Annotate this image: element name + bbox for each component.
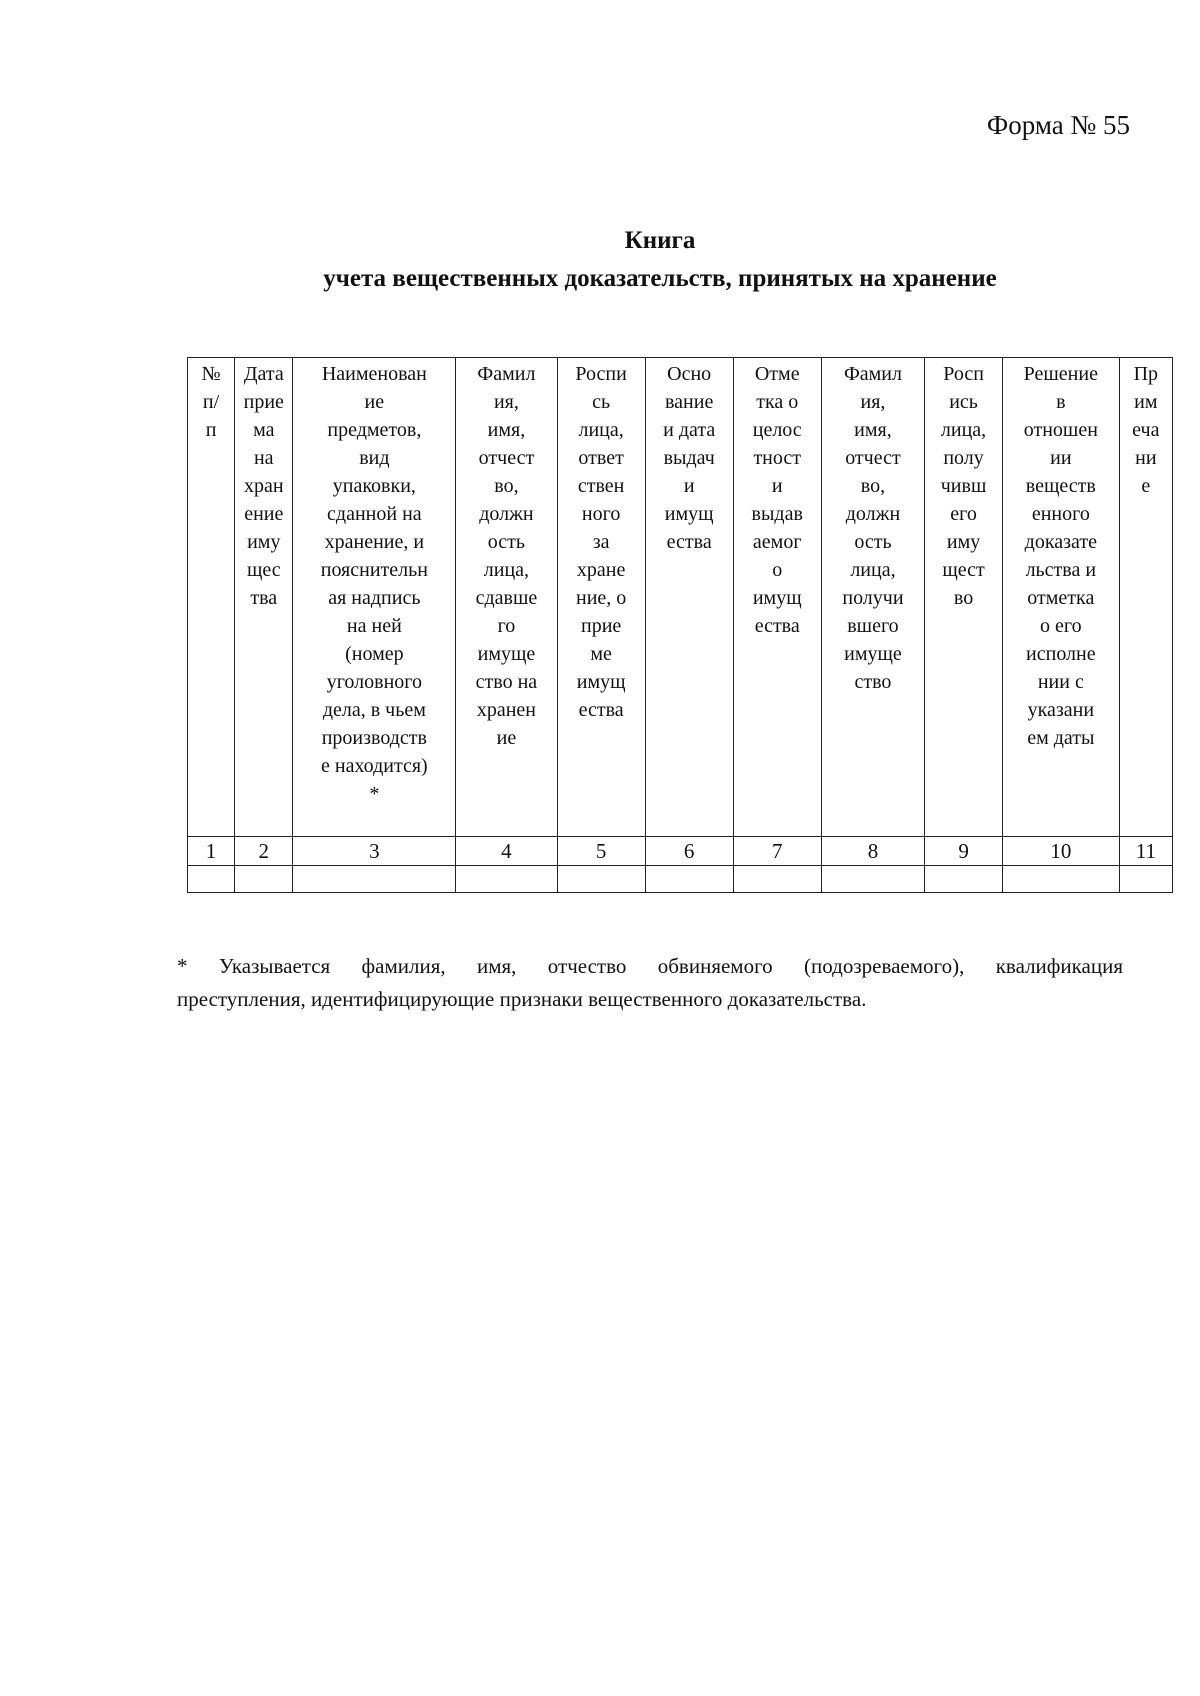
header-line: за [592,531,610,553]
column-number: 11 [1119,837,1172,866]
header-cell [557,358,645,837]
empty-cell [1119,866,1172,893]
header-line: прие [580,615,622,637]
footnote-line-1: * Указывается фамилия, имя, отчество обвиняемого (подозреваемого), квалификация [177,954,1123,978]
header-cell [293,358,456,837]
header-line: сь [592,391,611,413]
header-line: ия, [493,391,519,413]
header-line: предметов, [327,419,422,441]
header-line: ни [1135,447,1157,469]
header-line: доказате [1024,531,1097,553]
empty-entry-row [188,866,1173,893]
header-line: ие [496,727,517,749]
header-line: ия, [860,391,886,413]
header-line: лица, [483,559,530,581]
header-line: должн [845,503,901,525]
header-line: тност [753,447,801,469]
header-line: щес [246,559,281,581]
header-line: лица, [940,419,987,441]
header-line: во, [860,475,886,497]
header-line: лица, [850,559,896,581]
column-number: 9 [925,837,1003,866]
header-line: получи [842,587,904,609]
header-line: имуще [477,643,536,665]
header-line: хранение, и [324,531,425,553]
header-line: исполне [1026,643,1096,665]
header-line: ство [854,671,892,693]
header-line: имуще [844,643,902,665]
empty-cell [821,866,924,893]
header-line: им [1134,391,1158,413]
header-cell [1119,358,1172,837]
header-line: отношен [1023,419,1098,441]
header-line: в [1056,391,1066,413]
header-line: Решение [1023,363,1098,385]
empty-cell [557,866,645,893]
header-line: ного [581,503,621,525]
column-number: 1 [188,837,235,866]
form-number: Форма № 55 [986,110,1130,140]
footnote [177,950,1123,1016]
column-number: 2 [235,837,293,866]
column-number: 7 [733,837,821,866]
empty-cell [645,866,733,893]
header-line: полу [943,447,984,469]
header-line: ая надпись [328,587,421,609]
column-number: 10 [1002,837,1119,866]
header-line: ии [1050,447,1072,469]
column-number: 3 [293,837,456,866]
empty-cell [733,866,821,893]
header-line: выдав [751,503,803,525]
header-line: и дата [663,419,716,441]
header-line: го [497,615,516,637]
header-line: веществ [1025,475,1096,497]
header-line: и [771,475,783,497]
header-line: имущ [576,671,626,693]
header-line: Наименован [321,363,427,385]
header-line: хранен [476,699,537,721]
empty-cell [925,866,1003,893]
header-line: Фамил [843,363,902,385]
header-line: вшего [847,615,899,637]
column-number: 6 [645,837,733,866]
header-line: ние, о [575,587,627,609]
header-line: имя, [854,419,892,441]
header-line: * [369,783,380,805]
header-line: и [683,475,695,497]
footnote-line-2: преступления, идентифицирующие признаки вещественного доказательства. [177,987,867,1011]
header-line: уголовного [326,671,422,693]
header-line: ества [754,615,800,637]
header-line: хране [576,559,626,581]
header-line: ме [590,643,612,665]
empty-cell [456,866,557,893]
header-line: е находится) [320,755,428,777]
empty-cell [188,866,235,893]
header-line: ство на [475,671,538,693]
header-line: должн [479,503,534,525]
header-cell [733,358,821,837]
header-cell [1002,358,1119,837]
header-line: чивш [940,475,987,497]
header-cell [925,358,1003,837]
header-line: отчест [478,447,535,469]
header-line: ись [949,391,978,413]
header-line: еча [1132,419,1160,441]
header-line: ие [364,391,385,413]
header-line: целос [752,419,802,441]
header-line: иму [946,531,981,553]
header-line: ствен [577,475,625,497]
header-line: ем даты [1027,727,1095,749]
header-line: тва [250,587,278,609]
header-line: Осно [667,363,712,385]
header-line: пояснительн [320,559,428,581]
header-line: нии с [1037,671,1084,693]
document-title [160,222,1160,298]
header-line: Росп [943,363,984,385]
header-cell [821,358,924,837]
header-line: п/ [202,391,220,413]
header-line: ение [244,503,284,525]
header-line: (номер [345,643,404,665]
header-line: дела, в чьем [322,699,426,721]
column-number-row [188,837,1173,866]
header-line: ость [854,531,892,553]
header-line: о его [1040,615,1082,637]
header-line: имущ [752,587,802,609]
header-line: Фамил [477,363,536,385]
header-line: ества [578,699,624,721]
header-line: на [253,447,274,469]
header-line: отметка [1027,587,1095,609]
header-cell [456,358,557,837]
title-line-1: Книга [624,227,696,254]
header-line: ответ [578,447,624,469]
header-line: во, [494,475,519,497]
header-line: № [201,363,221,385]
header-line: во [953,587,974,609]
empty-cell [293,866,456,893]
header-line: лица, [578,419,624,441]
header-line: хран [243,475,284,497]
header-line: ость [487,531,526,553]
header-line: енного [1031,503,1090,525]
header-line: прие [243,391,284,413]
header-line: е [1141,475,1151,497]
header-line: Дата [243,363,284,385]
header-line: имущ [664,503,714,525]
header-line: п [205,419,217,441]
header-line: тка о [756,391,799,413]
column-number: 8 [821,837,924,866]
column-number: 4 [456,837,557,866]
header-line: упаковки, [332,475,416,497]
header-line: аемог [752,531,802,553]
header-cell [235,358,293,837]
header-line: ма [253,419,275,441]
header-line: его [950,503,977,525]
header-line: на ней [346,615,402,637]
header-line: иму [247,531,281,553]
table-header-row [188,358,1173,837]
header-line: выдач [663,447,715,469]
header-line: ества [666,531,712,553]
evidence-ledger-table [187,357,1173,893]
header-line: отчест [845,447,901,469]
header-line: льства и [1025,559,1097,581]
header-line: имя, [487,419,526,441]
header-line: щест [942,559,985,581]
header-line: сданной на [327,503,422,525]
empty-cell [235,866,293,893]
header-line: о [772,559,783,581]
header-line: сдавше [475,587,538,609]
header-line: указани [1027,699,1095,721]
empty-cell [1002,866,1119,893]
header-line: Роспи [575,363,627,385]
header-line: Пр [1133,363,1159,385]
title-line-2: учета вещественных доказательств, принятых на хранение [323,265,997,292]
header-cell [188,358,235,837]
column-number: 5 [557,837,645,866]
header-line: Отме [754,363,800,385]
header-line: вание [665,391,714,413]
header-cell [645,358,733,837]
header-line: вид [359,447,390,469]
header-line: производств [321,727,427,749]
